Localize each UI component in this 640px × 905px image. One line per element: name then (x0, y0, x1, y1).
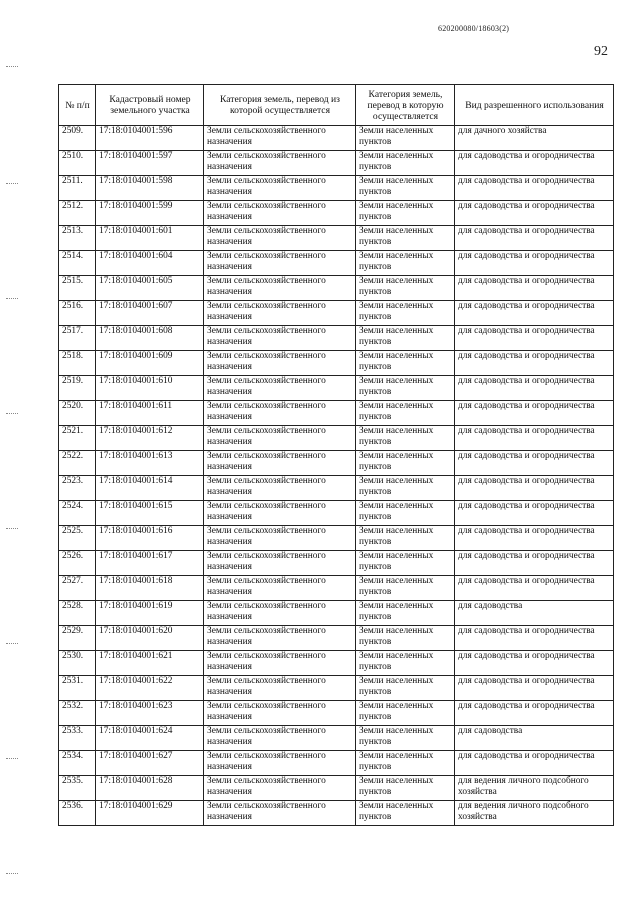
row-num-cell: 2526. (59, 551, 96, 576)
permitted-use-cell: для садоводства и огородничества (455, 251, 614, 276)
category-from-cell: Земли сельскохозяйственного назначения (204, 401, 356, 426)
cadastral-number-cell: 17:18:0104001:623 (96, 701, 204, 726)
category-from-cell: Земли сельскохозяйственного назначения (204, 776, 356, 801)
permitted-use-cell: для садоводства и огородничества (455, 751, 614, 776)
document-id: 620200080/18603(2) (438, 24, 510, 33)
permitted-use-cell: для садоводства и огородничества (455, 201, 614, 226)
table-row (59, 676, 614, 701)
category-to-cell: Земли населенных пунктов (356, 526, 455, 551)
table-row (59, 176, 614, 201)
cadastral-number-cell: 17:18:0104001:611 (96, 401, 204, 426)
row-num-cell: 2531. (59, 676, 96, 701)
permitted-use-cell: для садоводства и огородничества (455, 576, 614, 601)
category-to-cell: Земли населенных пунктов (356, 751, 455, 776)
permitted-use-cell: для садоводства и огородничества (455, 401, 614, 426)
row-num-cell: 2528. (59, 601, 96, 626)
permitted-use-cell: для ведения личного подсобного хозяйства (455, 776, 614, 801)
category-to-cell: Земли населенных пунктов (356, 126, 455, 151)
permitted-use-cell: для садоводства и огородничества (455, 551, 614, 576)
cadastral-number-cell: 17:18:0104001:629 (96, 801, 204, 826)
permitted-use-cell: для дачного хозяйства (455, 126, 614, 151)
cadastral-number-cell: 17:18:0104001:620 (96, 626, 204, 651)
cadastral-number-cell: 17:18:0104001:608 (96, 326, 204, 351)
row-num-cell: 2529. (59, 626, 96, 651)
category-from-cell: Земли сельскохозяйственного назначения (204, 476, 356, 501)
category-to-cell: Земли населенных пунктов (356, 651, 455, 676)
cadastral-number-cell: 17:18:0104001:607 (96, 301, 204, 326)
table-row (59, 476, 614, 501)
cadastral-number-cell: 17:18:0104001:613 (96, 451, 204, 476)
table-row (59, 226, 614, 251)
category-from-cell: Земли сельскохозяйственного назначения (204, 351, 356, 376)
cadastral-number-cell: 17:18:0104001:614 (96, 476, 204, 501)
table-row (59, 251, 614, 276)
table-row (59, 651, 614, 676)
row-num-cell: 2518. (59, 351, 96, 376)
row-num-cell: 2533. (59, 726, 96, 751)
category-from-cell: Земли сельскохозяйственного назначения (204, 726, 356, 751)
permitted-use-cell: для садоводства и огородничества (455, 226, 614, 251)
row-num-cell: 2524. (59, 501, 96, 526)
permitted-use-cell: для садоводства и огородничества (455, 326, 614, 351)
cadastral-number-cell: 17:18:0104001:599 (96, 201, 204, 226)
table-row (59, 451, 614, 476)
category-to-cell: Земли населенных пунктов (356, 176, 455, 201)
category-to-cell: Земли населенных пунктов (356, 451, 455, 476)
row-num-cell: 2523. (59, 476, 96, 501)
row-num-cell: 2517. (59, 326, 96, 351)
table-row (59, 426, 614, 451)
category-to-cell: Земли населенных пунктов (356, 551, 455, 576)
table-row (59, 701, 614, 726)
table-row (59, 276, 614, 301)
row-num-cell: 2532. (59, 701, 96, 726)
cadastral-number-cell: 17:18:0104001:610 (96, 376, 204, 401)
category-from-cell: Земли сельскохозяйственного назначения (204, 451, 356, 476)
cadastral-number-cell: 17:18:0104001:596 (96, 126, 204, 151)
permitted-use-cell: для садоводства и огородничества (455, 651, 614, 676)
table-row (59, 401, 614, 426)
row-num-cell: 2525. (59, 526, 96, 551)
row-num-cell: 2522. (59, 451, 96, 476)
permitted-use-cell: для садоводства (455, 601, 614, 626)
table-row (59, 776, 614, 801)
category-from-cell: Земли сельскохозяйственного назначения (204, 276, 356, 301)
category-from-cell: Земли сельскохозяйственного назначения (204, 126, 356, 151)
row-num-cell: 2536. (59, 801, 96, 826)
category-from-cell: Земли сельскохозяйственного назначения (204, 176, 356, 201)
scan-margin-marks (6, 0, 26, 905)
cadastral-number-cell: 17:18:0104001:598 (96, 176, 204, 201)
table-row (59, 726, 614, 751)
table-row (59, 351, 614, 376)
header-cadastral: Кадастровый номер земельного участка (96, 85, 204, 126)
category-from-cell: Земли сельскохозяйственного назначения (204, 251, 356, 276)
cadastral-number-cell: 17:18:0104001:616 (96, 526, 204, 551)
category-to-cell: Земли населенных пунктов (356, 401, 455, 426)
permitted-use-cell: для садоводства и огородничества (455, 526, 614, 551)
row-num-cell: 2512. (59, 201, 96, 226)
land-plots-table (58, 84, 614, 826)
permitted-use-cell: для садоводства и огородничества (455, 376, 614, 401)
category-from-cell: Земли сельскохозяйственного назначения (204, 226, 356, 251)
category-from-cell: Земли сельскохозяйственного назначения (204, 626, 356, 651)
cadastral-number-cell: 17:18:0104001:622 (96, 676, 204, 701)
page-number: 92 (594, 44, 608, 59)
table-row (59, 526, 614, 551)
header-num: № п/п (59, 85, 96, 126)
category-from-cell: Земли сельскохозяйственного назначения (204, 376, 356, 401)
table-row (59, 151, 614, 176)
row-num-cell: 2521. (59, 426, 96, 451)
category-from-cell: Земли сельскохозяйственного назначения (204, 551, 356, 576)
cadastral-number-cell: 17:18:0104001:597 (96, 151, 204, 176)
cadastral-number-cell: 17:18:0104001:621 (96, 651, 204, 676)
row-num-cell: 2509. (59, 126, 96, 151)
row-num-cell: 2510. (59, 151, 96, 176)
table-row (59, 576, 614, 601)
category-to-cell: Земли населенных пунктов (356, 676, 455, 701)
permitted-use-cell: для ведения личного подсобного хозяйства (455, 801, 614, 826)
category-to-cell: Земли населенных пунктов (356, 601, 455, 626)
table-row (59, 801, 614, 826)
cadastral-number-cell: 17:18:0104001:609 (96, 351, 204, 376)
permitted-use-cell: для садоводства и огородничества (455, 451, 614, 476)
permitted-use-cell: для садоводства и огородничества (455, 426, 614, 451)
category-to-cell: Земли населенных пунктов (356, 201, 455, 226)
table-row (59, 301, 614, 326)
category-from-cell: Земли сельскохозяйственного назначения (204, 651, 356, 676)
table-row (59, 376, 614, 401)
category-from-cell: Земли сельскохозяйственного назначения (204, 801, 356, 826)
category-from-cell: Земли сельскохозяйственного назначения (204, 326, 356, 351)
category-from-cell: Земли сельскохозяйственного назначения (204, 151, 356, 176)
cadastral-number-cell: 17:18:0104001:615 (96, 501, 204, 526)
category-to-cell: Земли населенных пунктов (356, 776, 455, 801)
category-from-cell: Земли сельскохозяйственного назначения (204, 501, 356, 526)
permitted-use-cell: для садоводства и огородничества (455, 176, 614, 201)
permitted-use-cell: для садоводства (455, 726, 614, 751)
category-to-cell: Земли населенных пунктов (356, 501, 455, 526)
category-to-cell: Земли населенных пунктов (356, 151, 455, 176)
category-to-cell: Земли населенных пунктов (356, 376, 455, 401)
cadastral-number-cell: 17:18:0104001:627 (96, 751, 204, 776)
table-row (59, 326, 614, 351)
category-to-cell: Земли населенных пунктов (356, 301, 455, 326)
category-from-cell: Земли сельскохозяйственного назначения (204, 201, 356, 226)
category-to-cell: Земли населенных пунктов (356, 426, 455, 451)
header-category-from: Категория земель, перевод из которой осуществляется (204, 85, 356, 126)
permitted-use-cell: для садоводства и огородничества (455, 476, 614, 501)
category-to-cell: Земли населенных пунктов (356, 276, 455, 301)
category-to-cell: Земли населенных пунктов (356, 626, 455, 651)
row-num-cell: 2527. (59, 576, 96, 601)
category-from-cell: Земли сельскохозяйственного назначения (204, 676, 356, 701)
cadastral-number-cell: 17:18:0104001:601 (96, 226, 204, 251)
cadastral-number-cell: 17:18:0104001:618 (96, 576, 204, 601)
cadastral-number-cell: 17:18:0104001:619 (96, 601, 204, 626)
cadastral-number-cell: 17:18:0104001:604 (96, 251, 204, 276)
row-num-cell: 2514. (59, 251, 96, 276)
row-num-cell: 2530. (59, 651, 96, 676)
table-row (59, 601, 614, 626)
category-to-cell: Земли населенных пунктов (356, 326, 455, 351)
table-header-row (59, 85, 614, 126)
cadastral-number-cell: 17:18:0104001:628 (96, 776, 204, 801)
row-num-cell: 2519. (59, 376, 96, 401)
table-row (59, 626, 614, 651)
row-num-cell: 2520. (59, 401, 96, 426)
permitted-use-cell: для садоводства и огородничества (455, 676, 614, 701)
category-to-cell: Земли населенных пунктов (356, 476, 455, 501)
table-row (59, 551, 614, 576)
category-to-cell: Земли населенных пунктов (356, 226, 455, 251)
category-to-cell: Земли населенных пунктов (356, 576, 455, 601)
category-from-cell: Земли сельскохозяйственного назначения (204, 601, 356, 626)
cadastral-number-cell: 17:18:0104001:617 (96, 551, 204, 576)
permitted-use-cell: для садоводства и огородничества (455, 151, 614, 176)
row-num-cell: 2535. (59, 776, 96, 801)
cadastral-number-cell: 17:18:0104001:605 (96, 276, 204, 301)
category-from-cell: Земли сельскохозяйственного назначения (204, 701, 356, 726)
permitted-use-cell: для садоводства и огородничества (455, 276, 614, 301)
row-num-cell: 2511. (59, 176, 96, 201)
category-from-cell: Земли сельскохозяйственного назначения (204, 301, 356, 326)
row-num-cell: 2515. (59, 276, 96, 301)
cadastral-number-cell: 17:18:0104001:624 (96, 726, 204, 751)
permitted-use-cell: для садоводства и огородничества (455, 501, 614, 526)
category-to-cell: Земли населенных пунктов (356, 351, 455, 376)
cadastral-number-cell: 17:18:0104001:612 (96, 426, 204, 451)
table-row (59, 501, 614, 526)
permitted-use-cell: для садоводства и огородничества (455, 351, 614, 376)
row-num-cell: 2516. (59, 301, 96, 326)
category-from-cell: Земли сельскохозяйственного назначения (204, 526, 356, 551)
category-from-cell: Земли сельскохозяйственного назначения (204, 576, 356, 601)
table-row (59, 751, 614, 776)
table-row (59, 201, 614, 226)
permitted-use-cell: для садоводства и огородничества (455, 301, 614, 326)
row-num-cell: 2534. (59, 751, 96, 776)
table-row (59, 126, 614, 151)
category-to-cell: Земли населенных пунктов (356, 726, 455, 751)
category-from-cell: Земли сельскохозяйственного назначения (204, 426, 356, 451)
row-num-cell: 2513. (59, 226, 96, 251)
header-permitted-use: Вид разрешенного использования (455, 85, 614, 126)
category-to-cell: Земли населенных пунктов (356, 251, 455, 276)
header-category-to: Категория земель, перевод в которую осуществляется (356, 85, 455, 126)
permitted-use-cell: для садоводства и огородничества (455, 626, 614, 651)
category-to-cell: Земли населенных пунктов (356, 801, 455, 826)
permitted-use-cell: для садоводства и огородничества (455, 701, 614, 726)
category-to-cell: Земли населенных пунктов (356, 701, 455, 726)
category-from-cell: Земли сельскохозяйственного назначения (204, 751, 356, 776)
